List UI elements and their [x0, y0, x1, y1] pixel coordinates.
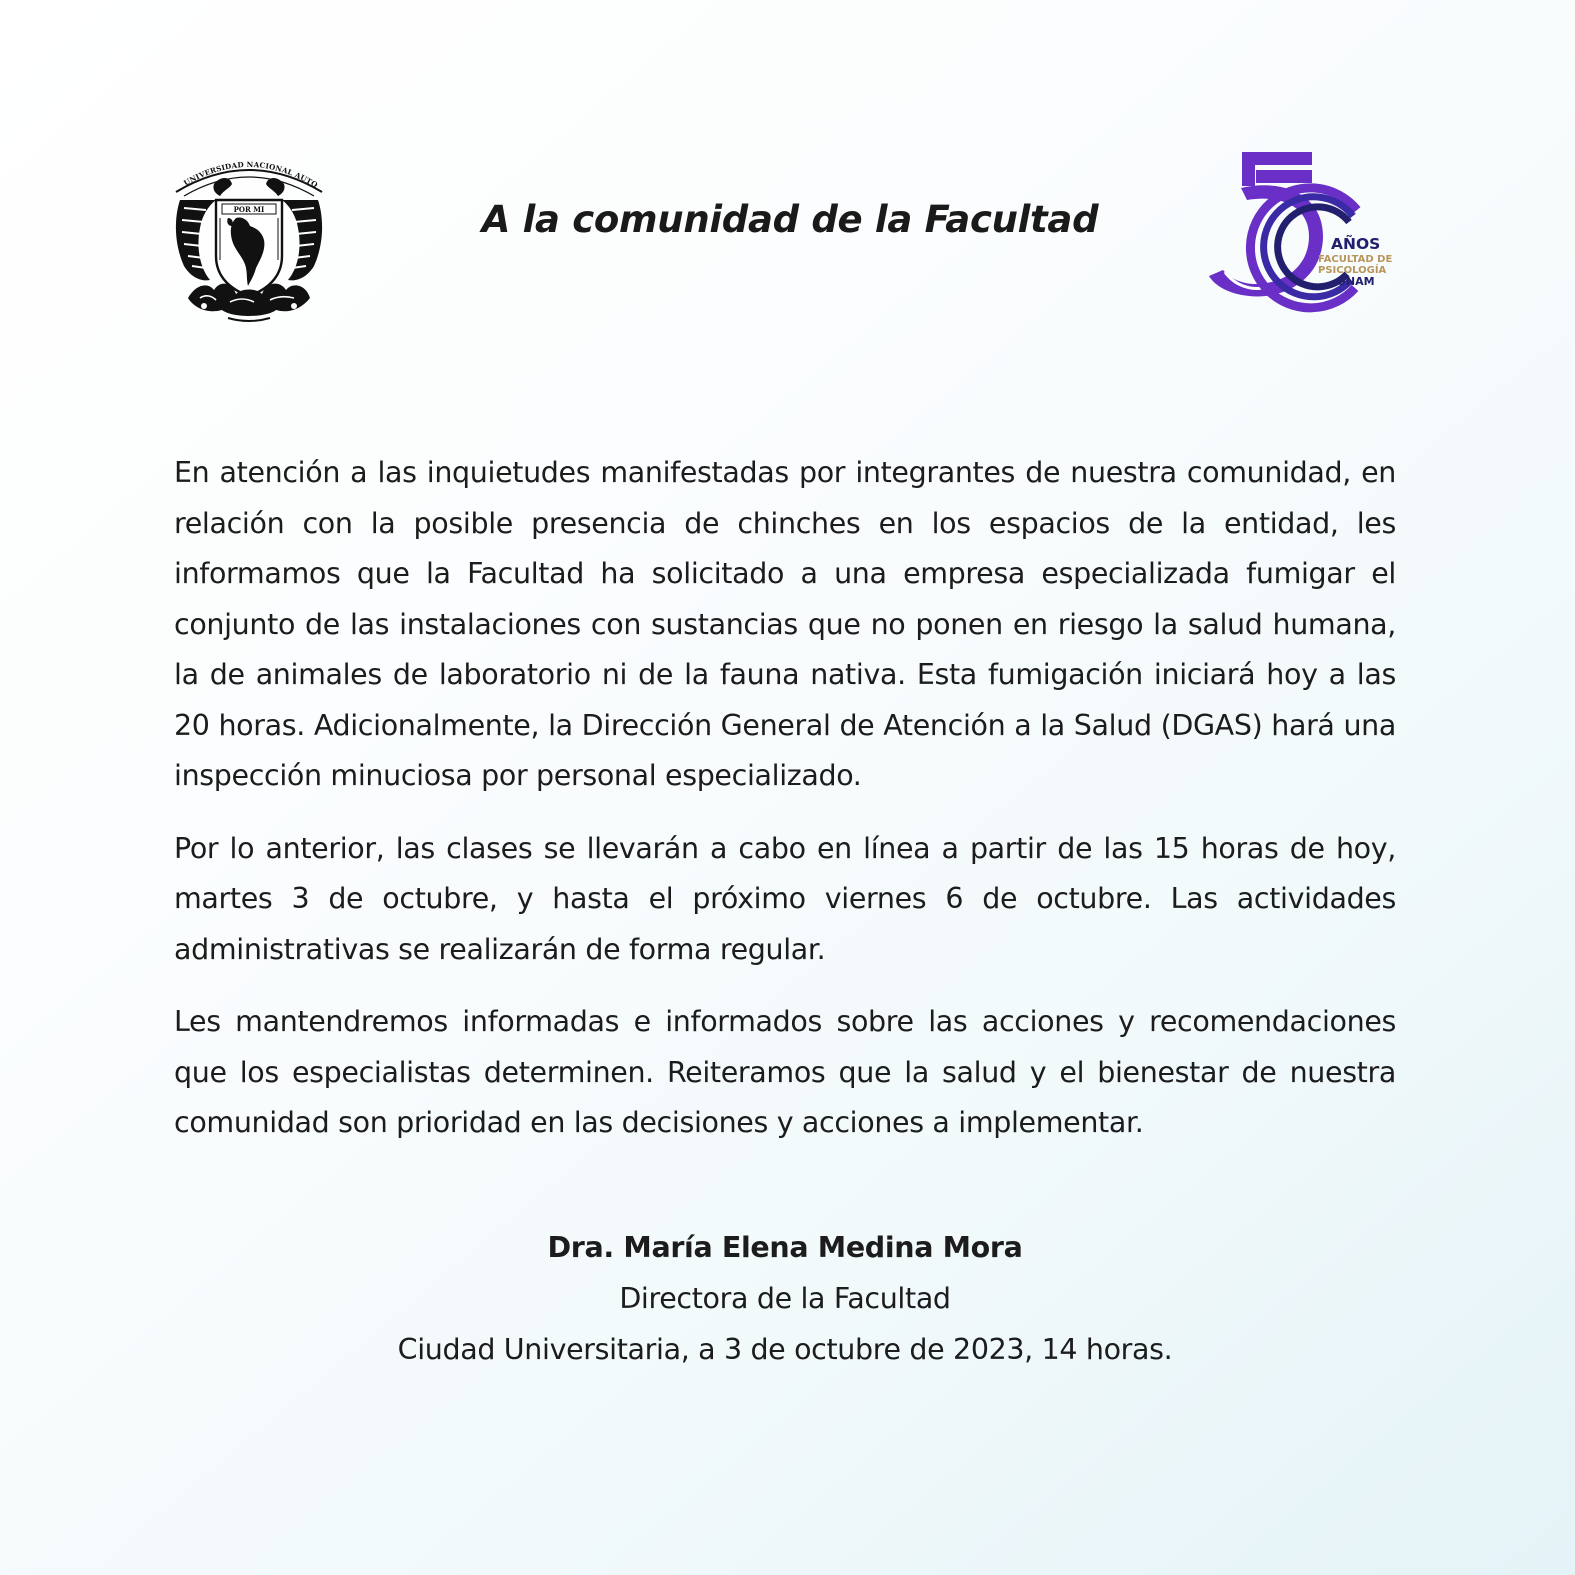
logo-psicologia-text: PSICOLOGÍA [1318, 265, 1387, 276]
logo-anos-text: AÑOS [1331, 235, 1381, 253]
unam-coat-of-arms-icon [170, 148, 328, 324]
signatory-role: Directora de la Facultad [619, 1282, 951, 1315]
signature-block [174, 1222, 1396, 1375]
body-paragraph: En atención a las inquietudes manifestadas por integrantes de nuestra comunidad, en relación con la posible presencia de chinches en los espacios de la entidad, les informamos que la Facultad ha solicitado a una empresa especializada fumigar el conjunto de las instalaciones con sustancias que no ponen en riesgo la salud humana, la de animales de laboratorio ni de la fauna nativa. Esta fumigación iniciará hoy a las 20 horas. Adicionalmente, la Dirección General de Atención a la Salud (DGAS) hará una inspección minuciosa por personal especializado. [174, 456, 1396, 792]
body-paragraph: Les mantendremos informadas e informados sobre las acciones y recomendaciones que los especialistas determinen. Reiteramos que la salud y el bienestar de nuestra comunidad son prioridad en las decisiones y acciones a implementar. [174, 1005, 1396, 1139]
logo-unam-text: UNAM [1337, 275, 1375, 288]
announcement-body [174, 448, 1396, 1171]
page-title: A la comunidad de la Facultad [481, 198, 1099, 241]
fifty-years-logo-icon [1205, 148, 1405, 320]
place-and-date: Ciudad Universitaria, a 3 de octubre de 2023, 14 horas. [397, 1333, 1173, 1366]
svg-text:UNIVERSIDAD NACIONAL AUTONOMA: UNIVERSIDAD NACIONAL AUTO [182, 159, 320, 190]
signatory-name: Dra. María Elena Medina Mora [547, 1231, 1023, 1264]
svg-text:POR MI: POR MI [233, 205, 265, 214]
body-paragraph: Por lo anterior, las clases se llevarán a cabo en línea a partir de las 15 horas de hoy, martes 3 de octubre, y hasta el próximo viernes 6 de octubre. Las actividades administrativas se realizarán de forma regular. [174, 831, 1396, 966]
logo-facultad-text: FACULTAD DE [1318, 254, 1393, 265]
